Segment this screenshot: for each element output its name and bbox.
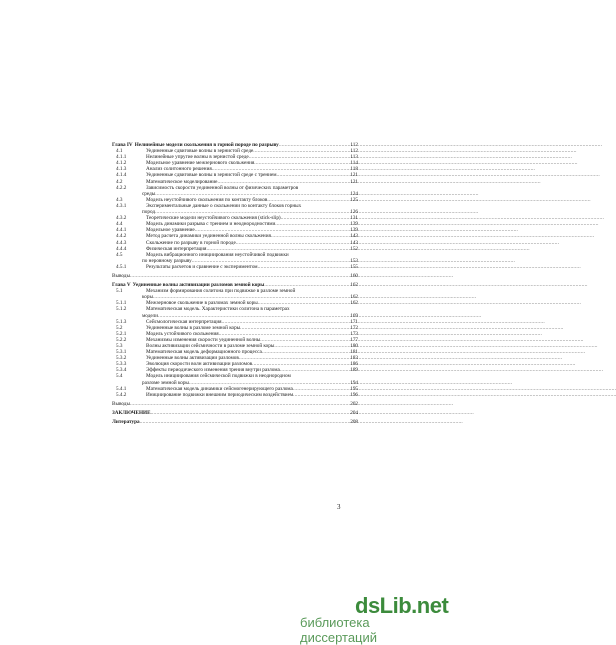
page-number: 3 — [337, 503, 341, 511]
toc-entry-number: 4.3 — [116, 196, 123, 203]
toc-entry-title: Модель неустойчивого скольжения по контакту блоков — [146, 196, 268, 203]
toc-entry-title: Механизм формирования солитона при подвижке в разломе земной — [146, 288, 296, 295]
watermark-logo: dsLib.net — [355, 593, 449, 618]
toc-entry-title: Модель динамики разрыва с трением и неоднородностями — [146, 221, 276, 228]
toc-entry-page: 181 — [350, 349, 358, 356]
toc-entry-title: Модель устойчивого скольжения — [146, 330, 219, 337]
toc-entry-number: 4.2 — [116, 178, 123, 185]
toc-entry-number: 5.4 — [116, 373, 123, 380]
toc-entry-page: 162 — [350, 282, 358, 289]
toc-entry-page: 177 — [350, 336, 358, 343]
toc-entry-page: 139 — [350, 221, 358, 228]
toc-entry-number: 4.5.1 — [116, 263, 127, 270]
toc-entry-title: Инициирование подвижки внешним периодическим воздействием — [146, 391, 294, 398]
toc-entry-title: Выводы — [112, 272, 130, 279]
toc-entry-title: Модельное уравнение межзернового скольжения — [146, 160, 255, 167]
toc-entry-page: 143 — [350, 233, 358, 240]
toc-entry-page: 153 — [350, 257, 358, 264]
toc-entry-number: 4.1 — [116, 148, 123, 155]
dot-leader — [293, 392, 348, 398]
toc-entry-number: 5.1.1 — [116, 300, 127, 307]
toc-entry-title: Выводы — [112, 400, 130, 407]
toc-entry-number: 5.4.2 — [116, 391, 127, 398]
toc-entry-page: 169 — [350, 312, 358, 319]
toc-entry-title: Математическое моделирование — [146, 178, 218, 185]
toc-entry-page: 196 — [350, 391, 358, 398]
toc-entry — [112, 273, 358, 279]
toc-entry-page: 152 — [350, 245, 358, 252]
dot-leader — [140, 419, 348, 425]
toc-entry-page: 113 — [350, 154, 358, 161]
toc-entry-number: 4.1.1 — [116, 154, 127, 161]
dot-leader — [130, 273, 348, 279]
toc-entry-number: 5.3 — [116, 343, 123, 349]
toc-entry-page: 162 — [350, 294, 358, 301]
toc-entry-title: Результаты расчетов и сравнение с экспериментом — [146, 263, 258, 270]
toc-entry-title-continuation: модели — [142, 312, 159, 319]
toc-entry-page: 112 — [350, 142, 358, 148]
table-of-contents — [112, 142, 358, 425]
toc-entry — [112, 392, 358, 398]
toc-entry-title: Механизмы изменения скорости уединенной волны — [146, 336, 261, 343]
toc-entry — [112, 419, 358, 425]
toc-entry-page: 173 — [350, 330, 358, 337]
toc-entry-title: Модельное уравнение — [146, 227, 195, 234]
toc-entry-title: Анализ солитонного решения — [146, 166, 212, 173]
toc-entry-page: 172 — [350, 324, 358, 331]
toc-entry-title: Скольжение по разрыву в горной породе — [146, 239, 236, 246]
toc-entry-number: 5.3.1 — [116, 349, 127, 356]
toc-entry-number: 5.2.1 — [116, 330, 127, 337]
toc-entry-number: 4.1.2 — [116, 160, 127, 167]
toc-entry-number: Глава V — [112, 282, 131, 289]
toc-entry-page: 125 — [350, 196, 358, 203]
toc-entry-page: 124 — [350, 190, 358, 197]
toc-entry-title: Модель инициирования сейсмической подвижки в неоднородном — [146, 373, 291, 380]
toc-entry-number: 4.5 — [116, 251, 123, 258]
toc-entry-title-continuation: разломе земной коры — [142, 379, 189, 386]
toc-entry-number: 5.3.3 — [116, 361, 127, 368]
toc-entry-number: 4.4.4 — [116, 245, 127, 252]
toc-entry — [112, 410, 358, 416]
toc-entry-page: 183 — [350, 355, 358, 362]
dot-leader — [151, 410, 348, 416]
toc-entry-page: 189 — [350, 367, 358, 374]
toc-entry-page: 194 — [350, 379, 358, 386]
toc-entry-number: 4.4.2 — [116, 233, 127, 240]
toc-entry-title: Нелинейные упругие волны в зернистой среде — [146, 154, 249, 161]
toc-entry-page: 202 — [350, 400, 358, 407]
toc-entry-title: Сейсмологическая интерпретация — [146, 318, 222, 325]
toc-entry-title: Межзерновое скольжение в разломах земной коры — [146, 300, 258, 307]
toc-entry-title-continuation: пород — [142, 209, 156, 216]
toc-entry-title: Математическая модель. Характеристики солитона в параметрах — [146, 306, 290, 313]
toc-entry-title: Модель вибрационного инициирования неустойчивой подвижки — [146, 251, 289, 258]
toc-entry-page: 139 — [350, 227, 358, 234]
toc-entry-page: 118 — [350, 166, 358, 173]
toc-entry-title: Зависимость скорости уединенной волны от физических параметров — [146, 184, 299, 191]
toc-entry-number: 4.2.2 — [116, 184, 127, 191]
toc-entry-page: 155 — [350, 263, 358, 270]
toc-entry-page: 121 — [350, 172, 358, 179]
toc-entry-number: 4.1.3 — [116, 166, 127, 173]
toc-entry-number: 4.4 — [116, 221, 123, 228]
toc-entry-number: 5.2.2 — [116, 336, 127, 343]
toc-entry-title: Уединенные волны активизации разломов земной коры — [132, 282, 265, 289]
toc-entry — [112, 401, 358, 407]
toc-entry-page: 171 — [350, 318, 358, 325]
toc-entry-title: Уединенные сдвиговые волны в зернистой среде с трением — [146, 172, 277, 179]
toc-entry-number: 4.4.3 — [116, 239, 127, 246]
dot-leader — [258, 264, 348, 270]
toc-entry-number: 5.4.1 — [116, 385, 127, 392]
toc-entry-title: Уединенные волны активизации разломов — [146, 355, 239, 362]
toc-entry-title: Математическая модель деформационного процесса — [146, 349, 262, 356]
toc-entry-number: 5.1.2 — [116, 306, 127, 313]
toc-entry — [112, 264, 358, 270]
toc-entry-title: Эволюция скорости волн активизации разломов — [146, 361, 253, 368]
toc-entry-title: Нелинейные модели скольжения в горной породе по разрыву — [134, 142, 279, 148]
dot-leader — [130, 401, 348, 407]
toc-entry-page: 143 — [350, 239, 358, 246]
toc-entry-title: Экспериментальные данные о скольжении по контакту блоков горных — [146, 202, 302, 209]
toc-entry-number: 4.4.1 — [116, 227, 127, 234]
toc-entry-title: Волны активизации сейсмичности в разломе земной коры — [146, 343, 275, 349]
toc-entry-page: 126 — [350, 209, 358, 216]
toc-entry-title: Эффекты периодического изменения трения внутри разлома — [146, 367, 280, 374]
toc-entry-title: ЗАКЛЮЧЕНИЕ — [112, 409, 151, 416]
toc-entry-page: 162 — [350, 300, 358, 307]
toc-entry-title: Теоретические модели неустойчивого скольжения (stick-slip) — [146, 215, 281, 222]
toc-entry-number: 4.3.2 — [116, 215, 127, 222]
toc-entry-title: Литература — [112, 419, 140, 426]
toc-entry-title: Метод расчета динамики уединенной волны скольжения — [146, 233, 271, 240]
toc-entry-title: Уединенные сдвиговые волны в зернистой среде — [146, 148, 254, 155]
toc-entry-number: Глава IV — [112, 142, 133, 148]
toc-entry-page: 186 — [350, 361, 358, 368]
toc-entry-number: 5.1 — [116, 288, 123, 295]
toc-entry-title: Уединенные волны в разломе земной коры — [146, 324, 241, 331]
toc-entry-title-continuation: коры — [142, 294, 153, 301]
toc-entry-number: 5.3.2 — [116, 355, 127, 362]
toc-entry-page: 195 — [350, 385, 358, 392]
toc-entry-number: 5.2 — [116, 324, 123, 331]
watermark-subtitle: библиотека диссертаций — [300, 615, 378, 645]
toc-entry-page: 121 — [350, 178, 358, 185]
toc-entry-page: 208 — [350, 419, 358, 426]
toc-entry-page: 180 — [350, 343, 358, 349]
toc-entry-title-continuation: среды — [142, 190, 156, 197]
toc-entry-title: Физическая интерпретация — [146, 245, 207, 252]
toc-entry-page: 204 — [350, 409, 358, 416]
toc-entry-number: 5.3.4 — [116, 367, 127, 374]
toc-entry-page: 114 — [350, 160, 358, 167]
toc-entry-page: 160 — [350, 272, 358, 279]
toc-entry-title: Математическая модель динамики сейсмогенерирующего разлома — [146, 385, 293, 392]
toc-entry-number: 4.1.4 — [116, 172, 127, 179]
toc-entry-number: 4.3.1 — [116, 202, 127, 209]
toc-entry-page: 112 — [350, 148, 358, 155]
toc-entry-page: 131 — [350, 215, 358, 222]
toc-entry-title-continuation: по неровному разрыву — [142, 257, 192, 264]
toc-entry-number: 5.1.3 — [116, 318, 127, 325]
